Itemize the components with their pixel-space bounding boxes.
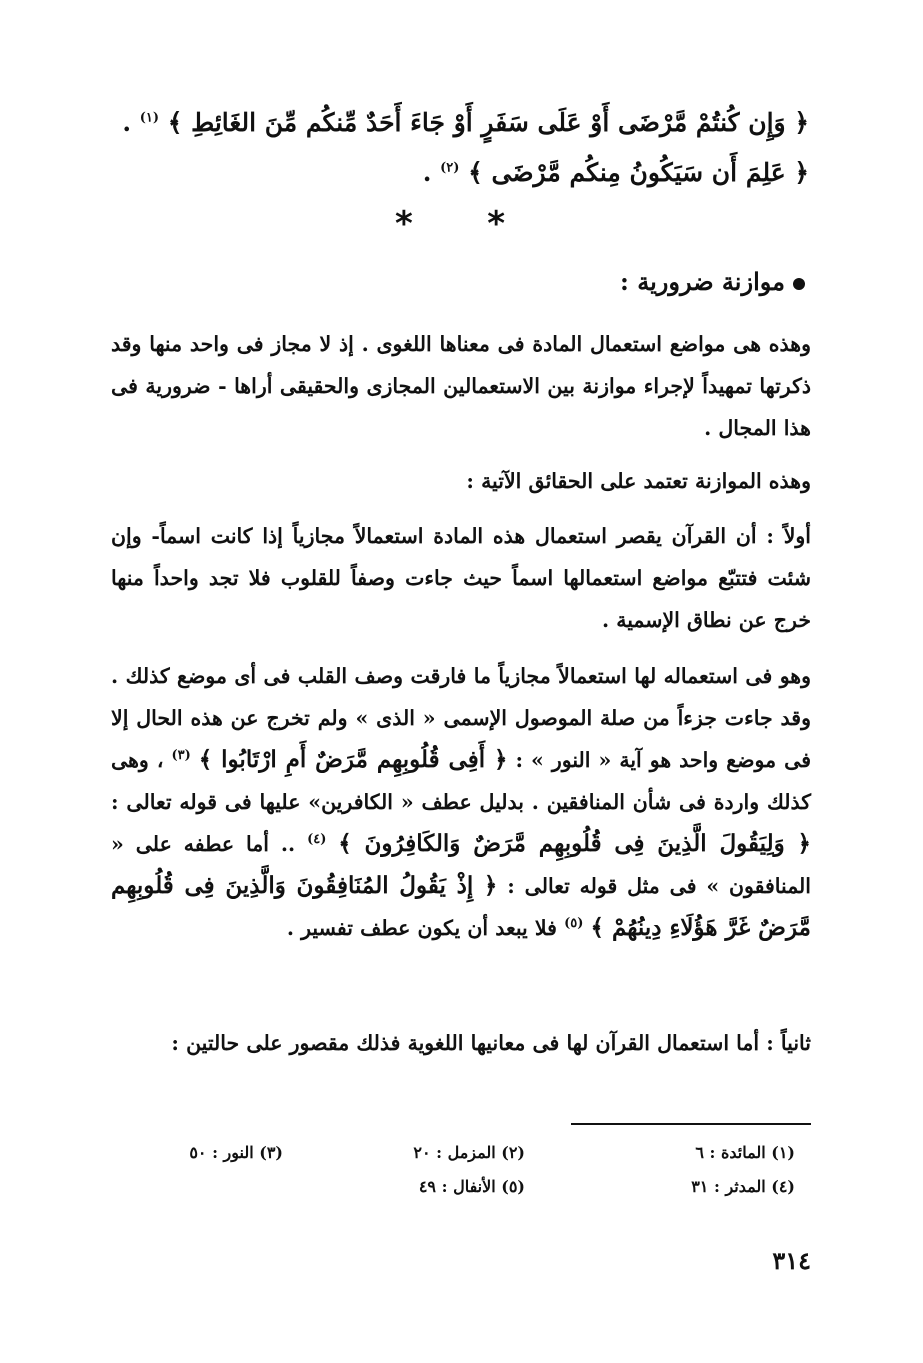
footnote-ref-2: (٢) bbox=[440, 160, 460, 176]
quran-verse-1 bbox=[122, 98, 809, 148]
paragraph-4-part-4: فلا يبعد أن يكون عطف تفسير . bbox=[286, 916, 565, 940]
heading-text: موازنة ضرورية : bbox=[620, 267, 785, 296]
paragraph-4-part-3: .. أما عطفه على « المنافقون » فى مثل قوله تعالى : bbox=[111, 832, 812, 898]
footnote-1: (١) المائدة : ٦ bbox=[695, 1143, 795, 1162]
footnote-ref-4: (٤) bbox=[307, 832, 327, 848]
footnote-divider bbox=[571, 1123, 811, 1125]
separator-star-icon: * bbox=[487, 204, 505, 244]
paragraph-4-part-1: وهو فى استعماله لها استعمالاً مجازياً ما فارقت وصف القلب فى أى موضع كذلك . وقد جاءت جزءاً من صلة الموصول الإسمى « الذى » ولم تخرج عن هذه الحال إلا فى موضع واحد هو آية « النور » : bbox=[111, 664, 812, 772]
verse-1-text: ﴿ وَإِن كُنتُمْ مَّرْضَى أَوْ عَلَى سَفَرٍ أَوْ جَاءَ أَحَدٌ مِّنكُم مِّنَ الغَائِطِ ﴾ bbox=[167, 108, 809, 137]
bullet-icon bbox=[793, 278, 805, 290]
paragraph-3: أولاً : أن القرآن يقصر استعمال هذه المادة استعمالاً مجازياً إذا كانت اسماً- وإن شئت فتتبّع مواضع استعمالها اسماً حيث جاءت وصفاً للقلوب فلا تجد واحداً منها خرج عن نطاق الإسمية . bbox=[111, 524, 811, 632]
quran-verse-2 bbox=[423, 148, 809, 198]
quran-quote-2: ﴿ وَلِيَقُولَ الَّذِينَ فِى قُلُوبِهِم مَّرَضٌ وَالكَافِرُونَ ﴾ bbox=[338, 830, 811, 857]
footnote-3: (٣) النور : ٥٠ bbox=[189, 1143, 283, 1162]
footnote-5: (٥) الأنفال : ٤٩ bbox=[418, 1177, 525, 1196]
paragraph-2: وهذه الموازنة تعتمد على الحقائق الآتية : bbox=[466, 469, 811, 493]
section-separator bbox=[395, 204, 505, 244]
quran-quote-3: ﴿ إِذْ يَقُولُ المُنَافِقُونَ وَالَّذِينَ فِى قُلُوبِهِم مَّرَضٌ غَرَّ هَؤُلَاءِ دِينُهُمْ ﴾ bbox=[111, 872, 811, 941]
footnote-ref-1: (١) bbox=[139, 110, 160, 126]
paragraph-4-part-2: ، وهى كذلك واردة فى شأن المنافقين . بدليل عطف « الكافرين» عليها فى قوله تعالى : bbox=[111, 748, 811, 814]
verse-1-end: . bbox=[122, 108, 140, 137]
page-number: ٣١٤ bbox=[772, 1246, 811, 1275]
quran-quote-1: ﴿ أَفِى قُلُوبِهِم مَّرَضٌ أَمِ ارْتَابُوا ﴾ bbox=[198, 746, 508, 773]
footnote-2: (٢) المزمل : ٢٠ bbox=[413, 1143, 525, 1162]
footnote-4: (٤) المدثر : ٣١ bbox=[691, 1177, 795, 1196]
verse-2-end: . bbox=[422, 158, 441, 187]
paragraph-1: وهذه هى مواضع استعمال المادة فى معناها اللغوى . إذ لا مجاز فى واحد منها وقد ذكرتها تمهيداً لإجراء موازنة بين الاستعمالين المجازى والحقيقى أراها - ضرورية فى هذا المجال . bbox=[111, 332, 811, 440]
separator-star-icon: * bbox=[395, 204, 413, 244]
section-heading bbox=[620, 260, 805, 304]
footnote-ref-5: (٥) bbox=[564, 916, 584, 932]
paragraph-4 bbox=[111, 655, 811, 949]
footnote-ref-3: (٣) bbox=[171, 748, 191, 764]
paragraph-5: ثانياً : أما استعمال القرآن لها فى معانيها اللغوية فذلك مقصور على حالتين : bbox=[171, 1031, 811, 1055]
verse-2-text: ﴿ عَلِمَ أَن سَيَكُونُ مِنكُم مَّرْضَى ﴾ bbox=[468, 158, 809, 187]
